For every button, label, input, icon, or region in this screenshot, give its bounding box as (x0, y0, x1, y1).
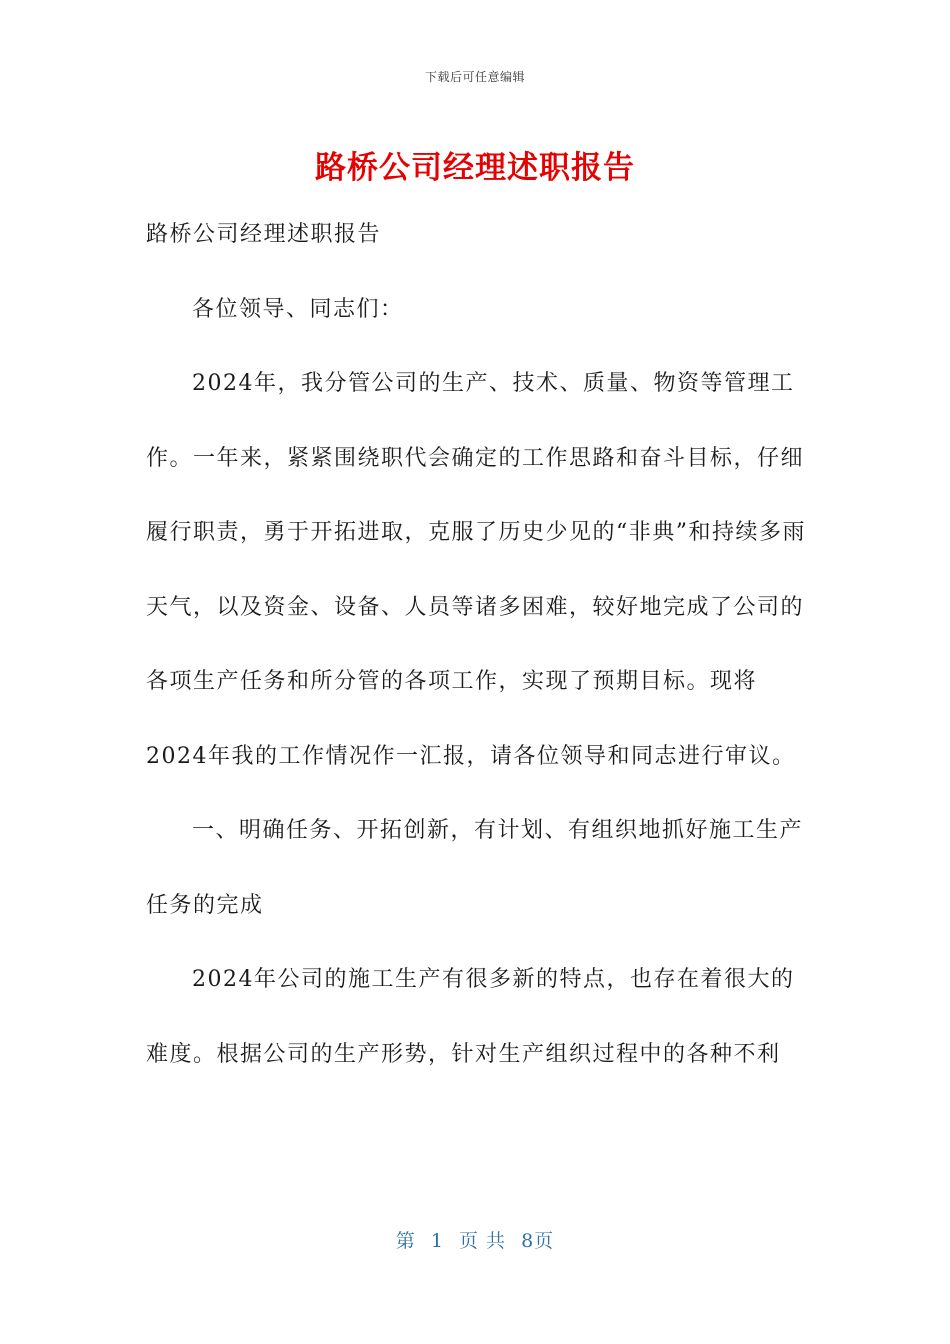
page-number: 1 (430, 1230, 444, 1252)
document-subtitle: 路桥公司经理述职报告 (146, 222, 382, 247)
paragraph-section-1: 2024年公司的施工生产有很多新的特点，也存在着很大的难度。根据公司的生产形势，针对生产组织过程中的各种不利 (146, 967, 795, 1067)
salutation: 各位领导、同志们： (192, 296, 404, 322)
document-body (146, 198, 806, 1092)
paragraph-intro: 2024年，我分管公司的生产、技术、质量、物资等管理工作。一年来，紧紧围绕职代会确定的工作思路和奋斗目标，仔细履行职责，勇于开拓进取，克服了历史少见的“非典”和持续多雨天气，以及资金、设备、人员等诸多困难，较好地完成了公司的各项生产任务和所分管的各项工作，实现了预期目标。现将2024年我的工作情况作一汇报，请各位领导和同志进行审议。 (146, 371, 806, 769)
header-note: 下载后可任意编辑 (424, 70, 525, 84)
page-middle: 页 共 (459, 1230, 507, 1252)
section-heading-1: 一、明确任务、开拓创新，有计划、有组织地抓好施工生产任务的完成 (146, 818, 804, 918)
page-footer (0, 1226, 950, 1253)
total-pages: 8页 (521, 1230, 555, 1252)
page-prefix: 第 (395, 1230, 416, 1252)
document-title: 路桥公司经理述职报告 (315, 150, 635, 186)
